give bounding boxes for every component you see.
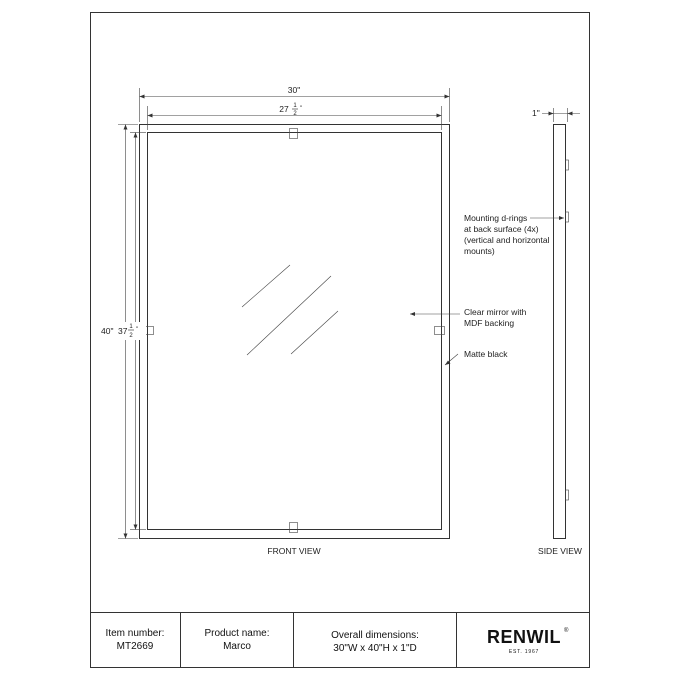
d-ring-top (290, 129, 298, 139)
front-view-mirror (140, 125, 450, 539)
side-view-label: SIDE VIEW (538, 546, 582, 556)
svg-text:": " (136, 327, 139, 333)
svg-text:mounts): mounts) (464, 246, 495, 256)
svg-text:Clear mirror with: Clear mirror with (464, 307, 527, 317)
width-dimensions (140, 85, 450, 130)
svg-text:MDF backing: MDF backing (464, 318, 515, 328)
overall-dimensions-value: 30"W x 40"H x 1"D (333, 643, 417, 654)
reflection-line-2 (247, 276, 331, 355)
outer-frame (140, 125, 450, 539)
registered-mark: ® (564, 628, 569, 634)
brand-tagline: EST. 1967 (508, 649, 540, 655)
overall-dimensions-label: Overall dimensions: (331, 630, 419, 641)
svg-text:2: 2 (129, 333, 133, 339)
sheet-border (91, 13, 590, 668)
overall-height-label: 40" (101, 326, 114, 336)
renwil-logo (487, 627, 569, 655)
reflection-line-1 (242, 265, 290, 307)
d-ring-bottom (290, 523, 298, 533)
svg-text:27: 27 (279, 104, 289, 114)
product-name-value: Marco (223, 641, 251, 652)
callout-finish (445, 349, 508, 365)
side-view (532, 108, 580, 539)
svg-text:": " (300, 106, 303, 112)
inner-width-label (279, 103, 302, 117)
d-ring-right (435, 327, 445, 335)
title-block (91, 613, 590, 668)
svg-text:1: 1 (293, 103, 297, 109)
side-profile (554, 125, 566, 539)
svg-text:2: 2 (293, 111, 297, 117)
svg-text:1: 1 (129, 324, 133, 330)
brand-wordmark: RENWIL (487, 627, 561, 647)
callout-mounting (464, 213, 564, 256)
product-name-label: Product name: (204, 628, 270, 639)
front-view-label: FRONT VIEW (267, 546, 321, 556)
item-number-label: Item number: (105, 628, 165, 639)
item-number-value: MT2669 (116, 641, 154, 652)
svg-text:Matte black: Matte black (464, 349, 508, 359)
reflection-line-3 (291, 311, 338, 354)
depth-label: 1" (532, 108, 540, 118)
callout-mirror (410, 307, 527, 328)
overall-width-label: 30" (287, 85, 301, 95)
svg-text:37: 37 (118, 326, 128, 336)
svg-text:(vertical and horizontal: (vertical and horizontal (464, 235, 550, 245)
svg-text:Mounting d-rings: Mounting d-rings (464, 213, 528, 223)
inner-frame (148, 133, 442, 530)
svg-text:at back surface (4x): at back surface (4x) (464, 224, 539, 234)
